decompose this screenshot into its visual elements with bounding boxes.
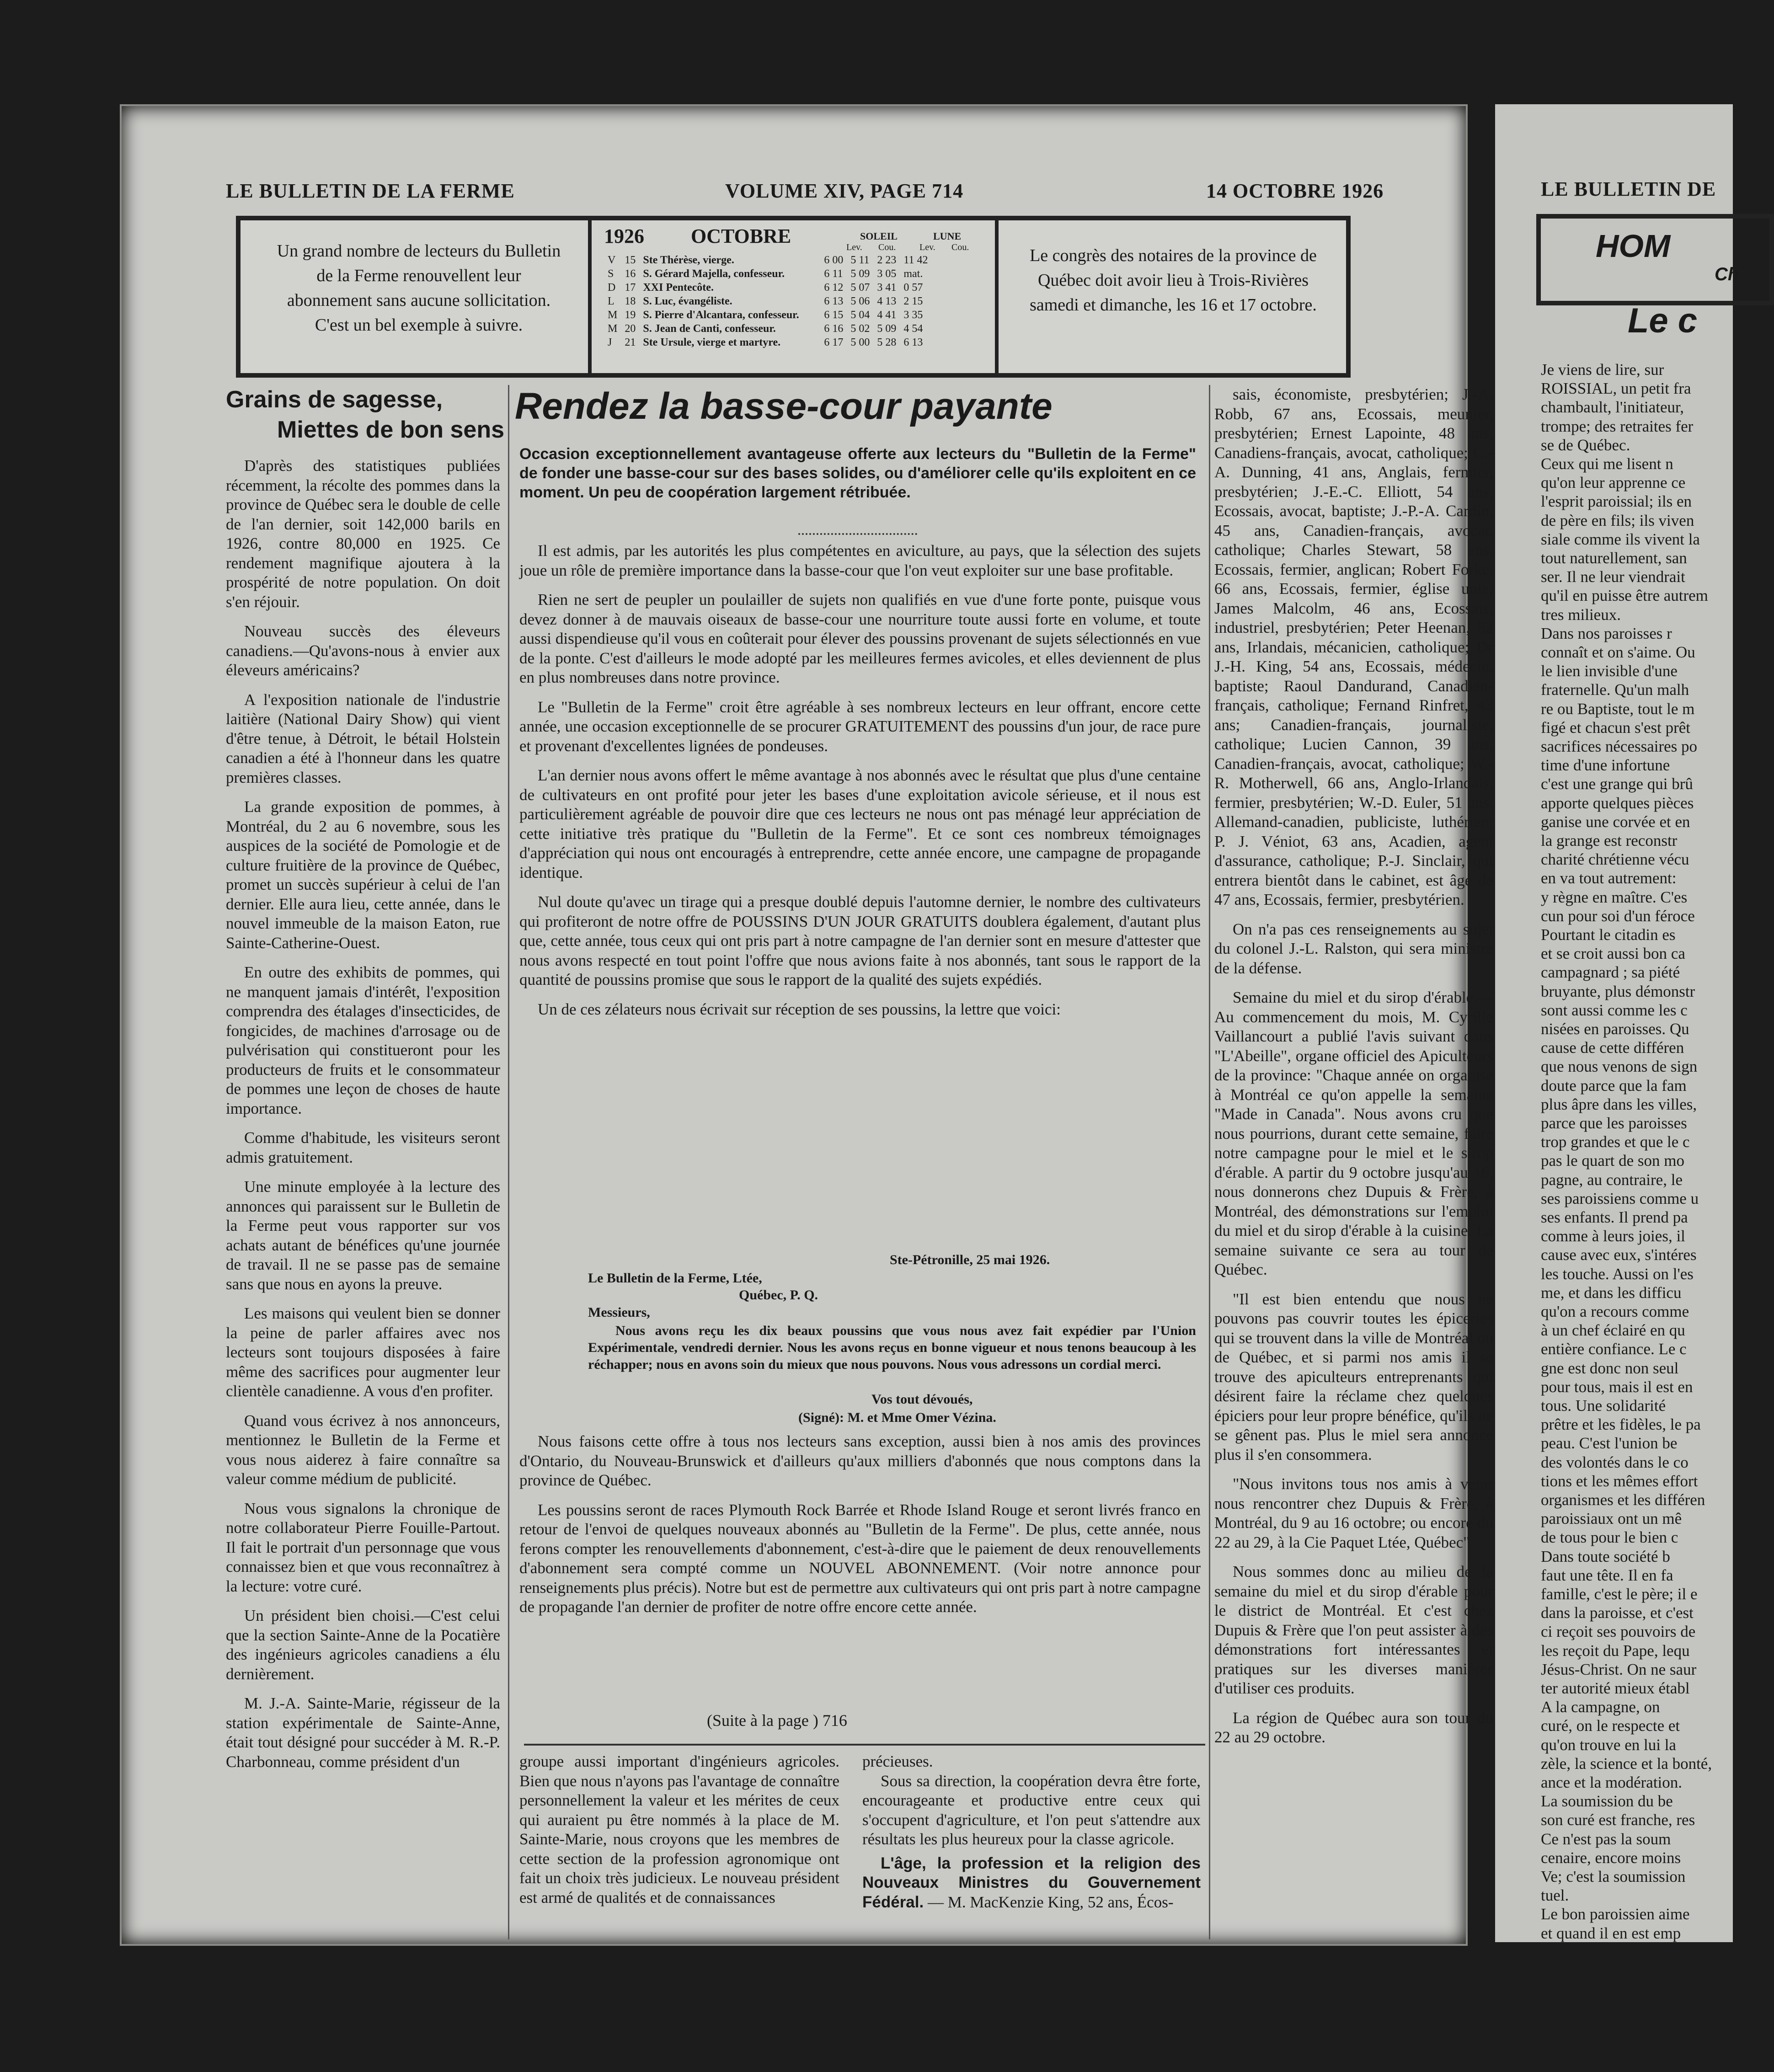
calendar-month: OCTOBRE <box>691 225 791 247</box>
calendar-cell: 21 <box>625 336 636 348</box>
next-page-line: parce que les paroisses <box>1541 1114 1687 1132</box>
next-page-line: pour tous, mais il est en <box>1541 1378 1693 1396</box>
calendar-cell: 11 42 <box>903 254 928 266</box>
grains-paragraph: Un président bien choisi.—C'est celui que la section Sainte-Anne de la Pocatière des ingénieurs agricoles canadiens a élu dernièrement. <box>226 1607 500 1683</box>
calendar-cell: XXI Pentecôte. <box>643 282 714 294</box>
calendar-cell: 2 15 <box>903 295 923 307</box>
calendar-cell: 3 35 <box>903 309 923 321</box>
calendar-cell: 3 05 <box>877 268 897 280</box>
next-page-line: ROISSIAL, un petit fra <box>1541 379 1691 398</box>
next-page-line: qu'on a recours comme <box>1541 1303 1689 1320</box>
right-paragraph: "Nous invitons tous nos amis à venir nous rencontrer chez Dupuis & Frère, à Montréal, du 9 au 16 octobre; ou encore du 22 au 29, à la Cie Paquet Ltée, Québec". <box>1214 1475 1493 1551</box>
right-paragraph: La région de Québec aura son tour du 22 au 29 octobre. <box>1214 1709 1493 1746</box>
box-divider <box>588 220 592 373</box>
next-page-line: en va tout autrement: <box>1541 869 1677 887</box>
next-page-line: Je viens de lire, sur <box>1541 361 1664 379</box>
calendar-cell: S. Jean de Canti, confesseur. <box>643 323 776 335</box>
next-page-line: faut une tête. Il en fa <box>1541 1566 1673 1584</box>
grains-paragraph: A l'exposition nationale de l'industrie laitière (National Dairy Show) qui vient d'être tenue, à Détroit, le bétail Holstein canadien a été à l'honneur dans les quatre premières classes. <box>226 690 500 786</box>
next-page-line: cenaire, encore moins <box>1541 1848 1681 1867</box>
next-page-line: siale comme ils vivent la <box>1541 530 1700 548</box>
calendar-cell: 5 09 <box>877 323 897 335</box>
letter-salutation: Messieurs, <box>588 1305 650 1320</box>
next-page-line: son curé est franche, res <box>1541 1811 1695 1829</box>
calendar-cell: 5 11 <box>850 254 870 266</box>
calendar-cell: 6 17 <box>824 336 844 348</box>
calendar-cell: 5 09 <box>850 268 870 280</box>
next-page-line: tres milieux. <box>1541 605 1621 624</box>
calendar-cell: 6 15 <box>824 309 844 321</box>
calendar-cell: 5 04 <box>850 309 870 321</box>
calendar-row <box>604 267 931 281</box>
right-paragraph: sais, économiste, presbytérien; J.-A. Robb, 67 ans, Ecossais, meunier, presbytérien; Ernest Lapointe, 48 ans, Canadiens-français, avocat, catholique; C.-A. Dunning, 41 ans, Anglais, fermier, presbytérien; J.-E.-C. Elliott, 54 ans, Ecossais, avocat, baptiste; J.-P.-A. Cardin, 45 ans, Canadien-français, avocat, catholique; Charles Stewart, 58 ans, Ecossais, fermier, anglican; Robert Forke, 66 ans, Ecossais, fermier, église unie; James Malcolm, 46 ans, Ecossais, industriel, presbytérien; Peter Heenan, 52 ans, Irlandais, mécanicien, catholique; Dr J.-H. King, 54 ans, Ecossais, médecin, baptiste; Raoul Dandurand, Canadien-français, catholique; Fernand Rinfret, 43 ans; Canadien-français, journaliste, catholique; Lucien Cannon, 39 ans, Canadien-français, avocat, catholique; W.-R. Motherwell, 66 ans, Anglo-Irlandais, fermier, presbytérien; W.-D. Euler, 51 ans, Allemand-canadien, publiciste, luthérien; P. J. Véniot, 63 ans, Acadien, agent d'assurance, catholique; P.-J. Sinclair, qui entrera bientôt dans le cabinet, est âgé de 47 ans, Ecossais, fermier, presbytérien. <box>1214 385 1493 908</box>
next-page-line: entière confiance. Le c <box>1541 1340 1687 1358</box>
article-title: Rendez la basse-cour payante <box>515 385 1053 427</box>
next-page-line: pagne, au contraire, le <box>1541 1170 1683 1189</box>
next-page-line: les touche. Aussi on l'es <box>1541 1265 1694 1283</box>
next-page-line: apporte quelques pièces <box>1541 794 1694 812</box>
bottom-right-p3: — M. MacKenzie King, 52 ans, Écos- <box>927 1893 1174 1911</box>
next-page-title-2: Ch <box>1715 264 1739 284</box>
next-page-line: ance et la modération. <box>1541 1773 1683 1791</box>
grains-paragraph: Nouveau succès des éleveurs canadiens.—Qu'avons-nous à envier aux éleveurs américains? <box>226 622 500 679</box>
next-page-line: paroissiaux ont un mê <box>1541 1510 1682 1528</box>
grains-title-2: Miettes de bon sens <box>277 417 504 443</box>
next-page-line: Jésus-Christ. On ne saur <box>1541 1660 1697 1678</box>
next-page-line: et quand il en est emp <box>1541 1924 1681 1942</box>
next-page-line: A la campagne, on <box>1541 1698 1660 1716</box>
next-page-line: se de Québec. <box>1541 436 1630 454</box>
next-page-line: le lien invisible d'une <box>1541 662 1678 680</box>
grains-paragraph: Quand vous écrivez à nos annonceurs, mentionnez le Bulletin de la Ferme et vous nous aiderez à faire connaître sa valeur comme médium de publicité. <box>226 1411 500 1488</box>
next-page-line: ses paroissiens comme u <box>1541 1189 1699 1207</box>
letter-place: Ste-Pétronille, 25 mai 1926. <box>890 1252 1050 1267</box>
right-paragraph: Nous sommes donc au milieu de la semaine du miel et du sirop d'érable pour le district de Montréal. Et c'est chez Dupuis & Frère que l'on peut assister à des démonstrations fort intéressantes et pratiques sur les diverses manières d'utiliser ces produits. <box>1214 1563 1493 1697</box>
calendar-cell: 5 06 <box>850 295 870 307</box>
calendar-cell: 6 13 <box>824 295 844 307</box>
article-paragraph: Le "Bulletin de la Ferme" croit être agréable à ses nombreux lecteurs en leur offrant, encore cette année, une occasion exceptionnelle de se procurer GRATUITEMENT des poussins d'un jour, de race pure et provenant d'excellentes lignées de pondeuses. <box>519 698 1201 755</box>
next-page-line: Ve; c'est la soumission <box>1541 1868 1686 1885</box>
header-volume: VOLUME XIV, PAGE 714 <box>725 180 964 202</box>
calendar-cell: mat. <box>903 268 923 280</box>
next-page-line: à un chef éclairé en qu <box>1541 1321 1685 1340</box>
next-page-line: la grange est reconstr <box>1541 832 1678 849</box>
calendar-cell: 6 13 <box>903 336 923 348</box>
calendar-cell: L <box>608 295 614 307</box>
newspaper-page <box>120 104 1493 1946</box>
calendar-row <box>604 253 931 267</box>
calendar-cell: 4 41 <box>877 309 897 321</box>
next-page-header: LE BULLETIN DE <box>1541 178 1716 200</box>
right-paragraph: "Il est bien entendu que nous ne pouvons pas couvrir toutes les épiceries qui se trouvent dans la ville de Montréal ou de Québec, et si parmi nos amis il se trouve des apiculteurs entreprenants qui désirent faire la réclame chez quelques épiciers pour leur propre bénéfice, qu'ils ne se gênent pas. Plus le miel sera annoncé plus il s'en consommera. <box>1214 1290 1493 1463</box>
calendar-sub: Cou. <box>951 242 969 252</box>
next-page-line: sacrifices nécessaires po <box>1541 737 1698 755</box>
grains-paragraph: La grande exposition de pommes, à Montréal, du 2 au 6 novembre, sous les auspices de la société de Pomologie et de culture fruitière de la province de Québec, promet un succès supérieur à celui de l'an dernier. Elle aura lieu, cette année, dans le nouvel immeuble de la maison Eaton, rue Sainte-Catherine-Ouest. <box>226 798 500 952</box>
calendar-cell: 5 28 <box>877 336 897 348</box>
article-paragraph: Un de ces zélateurs nous écrivait sur réception de ses poussins, la lettre que voici: <box>538 1000 1061 1018</box>
next-page-line: de père en fils; ils viven <box>1541 511 1694 529</box>
calendar-cell: S <box>608 268 614 280</box>
next-page-box <box>1536 214 1774 305</box>
next-page-line: cause de cette différen <box>1541 1039 1684 1057</box>
calendar-row <box>604 294 931 308</box>
calendar-row <box>604 308 931 322</box>
next-page-line: trop grandes et que le c <box>1541 1133 1690 1151</box>
calendar-cell: 15 <box>625 254 636 266</box>
next-page-line: bruyante, plus démonstr <box>1541 982 1695 1000</box>
calendar-cell: M <box>608 309 618 321</box>
calendar-cell: 2 23 <box>877 254 897 266</box>
ministers-heading: L'âge, la profession et la religion des Nouveaux Ministres du Gouvernement Fédéral. <box>862 1854 1201 1911</box>
bottom-right-p2: Sous sa direction, la coopération devra être forte, encourageante et productive entre ceux qui s'occupent d'agriculture, et l'on peut s'attendre aux résultats les plus heureux pour la classe agricole. <box>862 1772 1201 1848</box>
continued-on: (Suite à la page ) 716 <box>707 1711 847 1730</box>
next-page-line: re ou Baptiste, tout le m <box>1541 700 1695 718</box>
next-page-line: tout naturellement, san <box>1541 549 1687 567</box>
next-page-title-1: HOM <box>1596 228 1671 264</box>
next-page-title-3: Le c <box>1628 301 1698 340</box>
next-page-line: Ce n'est pas la soum <box>1541 1830 1671 1848</box>
article-paragraph: Il est admis, par les autorités les plus compétentes en aviculture, au pays, que la sélection des sujets joue un rôle de première importance dans la basse-cour que l'on veut exploiter sur une base profitable. <box>519 542 1201 579</box>
calendar-cell: 4 13 <box>877 295 897 307</box>
next-page-line: tuel. <box>1541 1886 1569 1905</box>
calendar-cell: 16 <box>625 268 636 280</box>
next-page-line: plus âpre dans les villes, <box>1541 1095 1697 1113</box>
calendar <box>604 225 988 349</box>
next-page-line: La soumission du be <box>1541 1792 1673 1810</box>
next-page-line: des volontés dans le co <box>1541 1453 1689 1471</box>
next-page-line: les reçoit du Pape, lequ <box>1541 1641 1690 1660</box>
letter-signature: (Signé): M. et Mme Omer Vézina. <box>798 1410 996 1425</box>
next-page-line: pas le quart de son mo <box>1541 1152 1684 1170</box>
next-page-line: figé et chacun s'est prêt <box>1541 718 1690 737</box>
bottom-right-column <box>862 1752 1201 1944</box>
calendar-cell: 5 02 <box>850 323 870 335</box>
next-page-line: qu'on leur apprenne ce <box>1541 474 1686 492</box>
article-paragraph: Les poussins seront de races Plymouth Rock Barrée et Rhode Island Rouge et seront livrés franco en retour de l'envoi de quelques nouveaux abonnés au "Bulletin de la Ferme". De plus, cette année, nous ferons compter les renouvellements d'abonnement, c'est-à-dire que le paiement de deux renouvellements d'abonnement sera compté comme un NOUVEL ABONNEMENT. (Voir notre annonce pour renseignements plus précis). Notre but est de permettre aux cultivateurs qui ont pris part à notre campagne de propagande l'an dernier de profiter de notre offre encore cette année. <box>519 1501 1201 1616</box>
right-column <box>1214 385 1493 1930</box>
top-box <box>236 216 1351 378</box>
next-page-line: et se croit aussi bon ca <box>1541 945 1685 963</box>
calendar-cell: 4 54 <box>903 323 923 335</box>
bottom-left-column <box>519 1752 839 1944</box>
calendar-cell: 6 16 <box>824 323 844 335</box>
calendar-cell: S. Gérard Majella, confesseur. <box>643 268 785 280</box>
letter-body: Nous avons reçu les dix beaux poussins que vous nous avez fait expédier par l'Union Expérimentale, vendredi dernier. Nous les avons reçus en bonne vigueur et nous tenons beaucoup à les réchapper; nous en avons soin du mieux que nous pouvons. Nous vous adressons un cordial merci. <box>588 1323 1196 1372</box>
next-page-line: curé, on le respecte et <box>1541 1717 1680 1735</box>
calendar-soleil: SOLEIL <box>860 230 898 242</box>
article-paragraph: L'an dernier nous avons offert le même avantage à nos abonnés avec le résultat que plus d'une centaine de cultivateurs en ont profité pour jeter les bases d'une exploitation avicole sérieuse, et il nous est particulièrement agréable de pouvoir dire que ces lecteurs ne nous ont pas ménagé leur appréciation de cette initiative très pratique du "Bulletin de la Ferme". Et ce sont ces nombreux témoignages d'appréciation qui nous ont encouragés à entreprendre, cette année encore, une campagne de propagande identique. <box>519 766 1201 881</box>
right-paragraph: On n'a pas ces renseignements au sujet du colonel J.-L. Ralston, qui sera ministre de la défense. <box>1214 920 1493 977</box>
calendar-sub: Lev. <box>846 242 862 252</box>
next-page-line: tous. Une solidarité <box>1541 1397 1666 1415</box>
next-page-line: charité chrétienne vécu <box>1541 850 1689 869</box>
letter-closing: Vos tout dévoués, <box>871 1392 973 1407</box>
article-paragraph: Nul doute qu'avec un tirage qui a presque doublé depuis l'automne dernier, le nombre des cultivateurs qui profiteront de notre offre de POUSSINS D'UN JOUR GRATUITS doublera également, d'autant plus que, cette année, tous ceux qui ont pris part à notre campagne de l'an dernier sont en mesure d'attester que nous avons respecté en tout point l'offre que nous avions faite à nos abonnés, tant sous le rapport de la quantité de poussins promise que sous le rapport de la qualité des sujets expédiés. <box>519 893 1201 988</box>
next-page-line: que nous venons de sign <box>1541 1057 1698 1076</box>
next-page-line: c'est une grange qui brû <box>1541 775 1693 793</box>
next-page-line: Le bon paroissien aime <box>1541 1905 1690 1923</box>
grains-title-1: Grains de sagesse, <box>226 386 443 413</box>
calendar-cell: 18 <box>625 295 636 307</box>
grains-column <box>226 456 500 1778</box>
next-page-line: comme à leurs joies, il <box>1541 1227 1685 1245</box>
calendar-cell: Ste Thérèse, vierge. <box>643 254 734 266</box>
calendar-lune: LUNE <box>933 230 962 242</box>
next-page-line: tions et les mêmes effort <box>1541 1472 1698 1490</box>
next-page-line: prêtre et les fidèles, le pa <box>1541 1415 1701 1434</box>
box-left-notice: Un grand nombre de lecteurs du Bulletin de la Ferme renouvellent leur abonnement sans aucune sollicitation. C'est un bel exemple à suivre. <box>277 241 561 335</box>
calendar-cell: 6 12 <box>824 282 844 294</box>
article-body-continued <box>519 1432 1201 1706</box>
calendar-sub: Lev. <box>919 242 935 252</box>
grains-paragraph: Comme d'habitude, les visiteurs seront admis gratuitement. <box>226 1129 500 1166</box>
article-paragraph: Rien ne sert de peupler un poulailler de sujets non qualifiés en vue d'une forte ponte, puisque vous devez donner à de mauvais oiseaux de basse-cour une nourriture toute aussi forte en volume, et toute aussi dispendieuse qu'il vous en coûterait pour élever des poussins provenant de sujets sélectionnés en vue de la ponte. C'est d'ailleurs le mode adopté par les meilleures fermes avicoles, et elles deviennent de plus en plus nombreuses dans notre province. <box>519 591 1201 686</box>
horizontal-rule <box>524 1744 1205 1746</box>
next-page-line: doute parce que la fam <box>1541 1076 1687 1095</box>
next-page-line: gne est donc non seul <box>1541 1359 1679 1377</box>
grains-paragraph: D'après des statistiques publiées récemment, la récolte des pommes dans la province de Québec sera le double de celle de l'an dernier, soit 142,000 barils en 1926, contre 80,000 en 1925. Ce rendement magnifique ajoutera à la prospérité de notre population. On doit s'en réjouir. <box>226 457 500 611</box>
calendar-cell: Ste Ursule, vierge et martyre. <box>643 336 781 348</box>
next-page-line: campagnard ; sa piété <box>1541 963 1680 982</box>
next-page-line: chambault, l'initiateur, <box>1541 398 1684 417</box>
calendar-cell: D <box>608 282 616 294</box>
letter-address-2: Québec, P. Q. <box>739 1287 818 1303</box>
next-page-line: qu'il en puisse être autrem <box>1541 587 1708 605</box>
calendar-cell: S. Luc, évangéliste. <box>643 295 732 307</box>
box-right-notice: Le congrès des notaires de la province de Québec doit avoir lieu à Trois-Rivières samedi et dimanche, les 16 et 17 octobre. <box>1030 246 1317 315</box>
column-rule <box>1209 385 1210 1939</box>
bottom-right-p1: précieuses. <box>862 1752 933 1770</box>
calendar-cell: 5 00 <box>850 336 870 348</box>
calendar-row <box>604 281 931 294</box>
next-page-line: ci reçoit ses pouvoirs de <box>1541 1623 1696 1641</box>
next-page-line: dans la paroisse, et c'est <box>1541 1604 1694 1622</box>
next-page-line: Ceux qui me lisent n <box>1541 455 1673 473</box>
calendar-cell: 19 <box>625 309 636 321</box>
next-page-line: fraternelle. Qu'un malh <box>1541 681 1689 699</box>
next-page-line: y règne en maître. C'es <box>1541 888 1688 906</box>
calendar-row <box>604 322 931 336</box>
calendar-table <box>604 253 931 349</box>
next-page-line: l'esprit paroissial; ils en <box>1541 492 1692 511</box>
next-page-line: ses enfants. Il prend pa <box>1541 1208 1688 1226</box>
next-page-line: ganise une corvée et en <box>1541 812 1690 831</box>
next-page-line: Pourtant le citadin es <box>1541 926 1676 944</box>
box-divider <box>995 220 999 373</box>
next-page-line: qu'on trouve en lui la <box>1541 1736 1676 1754</box>
calendar-cell: 3 41 <box>877 282 897 294</box>
calendar-cell: M <box>608 323 618 335</box>
next-page-line: peau. C'est l'union be <box>1541 1434 1678 1453</box>
next-page <box>1495 104 1739 1942</box>
header-publication: LE BULLETIN DE LA FERME <box>226 180 515 202</box>
next-page-line: ter autorité mieux établ <box>1541 1679 1690 1697</box>
next-page-line: ser. Il ne leur viendrait <box>1541 568 1685 586</box>
next-page-line: time d'une infortune <box>1541 756 1670 774</box>
calendar-cell: 0 57 <box>903 282 923 294</box>
letter-address-1: Le Bulletin de la Ferme, Ltée, <box>588 1271 762 1286</box>
next-page-line: cause avec eux, s'intéres <box>1541 1246 1697 1264</box>
calendar-row <box>604 336 931 349</box>
calendar-cell: 20 <box>625 323 636 335</box>
next-page-line: cun pour soi d'un féroce <box>1541 907 1695 925</box>
calendar-cell: 17 <box>625 282 636 294</box>
ornament-divider <box>798 528 917 535</box>
next-page-line: de tous pour le bien c <box>1541 1528 1678 1547</box>
next-page-line: zèle, la science et la bonté, <box>1541 1754 1712 1773</box>
bottom-left-text: groupe aussi important d'ingénieurs agricoles. Bien que nous n'ayons pas l'avantage de connaître personnellement la valeur et les mérites de ceux qui auraient pu être nommés à la place de M. Sainte-Marie, nous croyons que les membres de cette section de la profession agronomique ont fait un choix très judicieux. Le nouveau président est armé de qualités et de connaissances <box>519 1752 839 1906</box>
calendar-sub: Cou. <box>878 242 896 252</box>
header-date: 14 OCTOBRE 1926 <box>1206 180 1384 202</box>
calendar-year: 1926 <box>604 225 644 247</box>
next-page-line: famille, c'est le père; il e <box>1541 1585 1698 1603</box>
article-intro: Occasion exceptionnellement avantageuse offerte aux lecteurs du "Bulletin de la Ferme" de fonder une basse-cour sur des bases solides, ou d'améliorer celle qu'ils exploitent en ce moment. Un peu de coopération largement rétribuée. <box>519 445 1196 501</box>
calendar-cell: S. Pierre d'Alcantara, confesseur. <box>643 309 799 321</box>
article-body <box>519 541 1201 1241</box>
next-page-line: sont aussi comme les c <box>1541 1001 1688 1019</box>
next-page-line: Dans toute société b <box>1541 1547 1670 1565</box>
grains-paragraph: M. J.-A. Sainte-Marie, régisseur de la station expérimentale de Sainte-Anne, était tout désigné pour succéder à M. R.-P. Charbonneau, comme président d'un <box>226 1694 500 1771</box>
next-page-line: organismes et les différen <box>1541 1491 1705 1509</box>
next-page-line: connaît et on s'aime. Ou <box>1541 643 1695 661</box>
calendar-cell: 5 07 <box>850 282 870 294</box>
article-paragraph: Nous faisons cette offre à tous nos lecteurs sans exception, aussi bien à nos amis des provinces d'Ontario, du Nouveau-Brunswick et d'ailleurs qu'aux milliers d'abonnés que nous comptons dans la province de Québec. <box>519 1432 1201 1489</box>
calendar-cell: J <box>608 336 612 348</box>
column-rule <box>508 385 509 1939</box>
next-page-line: Dans nos paroisses r <box>1541 624 1672 642</box>
calendar-cell: 6 11 <box>824 268 843 280</box>
grains-paragraph: Nous vous signalons la chronique de notre collaborateur Pierre Fouille-Partout. Il fait le portrait d'un personnage que vous connaissez bien et que vous reconnaîtrez à la lecture: votre curé. <box>226 1499 500 1595</box>
next-page-line: me, et dans les difficu <box>1541 1283 1682 1302</box>
grains-paragraph: Une minute employée à la lecture des annonces qui paraissent sur le Bulletin de la Ferme peut vous rapporter sur vos achats autant de bénéfices qu'une journée de travail. Il ne se passe pas de semaine sans que nous en ayons la preuve. <box>226 1178 500 1293</box>
next-page-line: nisées en paroisses. Qu <box>1541 1020 1689 1038</box>
grains-paragraph: Les maisons qui veulent bien se donner la peine de parler affaires avec nos lecteurs sont toujours disposées à faire même des sacrifices pour augmenter leur clientèle canadienne. A vous d'en profiter. <box>226 1304 500 1400</box>
calendar-cell: V <box>608 254 616 266</box>
grains-paragraph: En outre des exhibits de pommes, qui ne manquent jamais d'intérêt, l'exposition comprendra des étalages d'insecticides, de fongicides, de machines d'arrosage ou de pulvérisation qui constitueront pour les producteurs de fruits et le consommateur de pommes une leçon de choses de haute importance. <box>226 963 500 1117</box>
right-paragraph: Semaine du miel et du sirop d'érable.—Au commencement du mois, M. Cyrille Vaillancourt a publié l'avis suivant dans "L'Abeille", organe officiel des Apiculteurs de la province: "Chaque année on organise à Montréal ce qu'on appelle la semaine "Made in Canada". Nous avons cru que nous pourrions, durant cette semaine, faire notre campagne pour le miel et le sirop d'érable. A partir du 9 octobre jusqu'au 16, nous donnerons chez Dupuis & Frère, à Montréal, des démonstrations sur l'emploi du miel et du sirop d'érable à la cuisine. La semaine suivante ce sera au tour de Québec. <box>1214 988 1493 1278</box>
next-page-line: trompe; des retraites fer <box>1541 417 1694 435</box>
calendar-cell: 6 00 <box>824 254 844 266</box>
